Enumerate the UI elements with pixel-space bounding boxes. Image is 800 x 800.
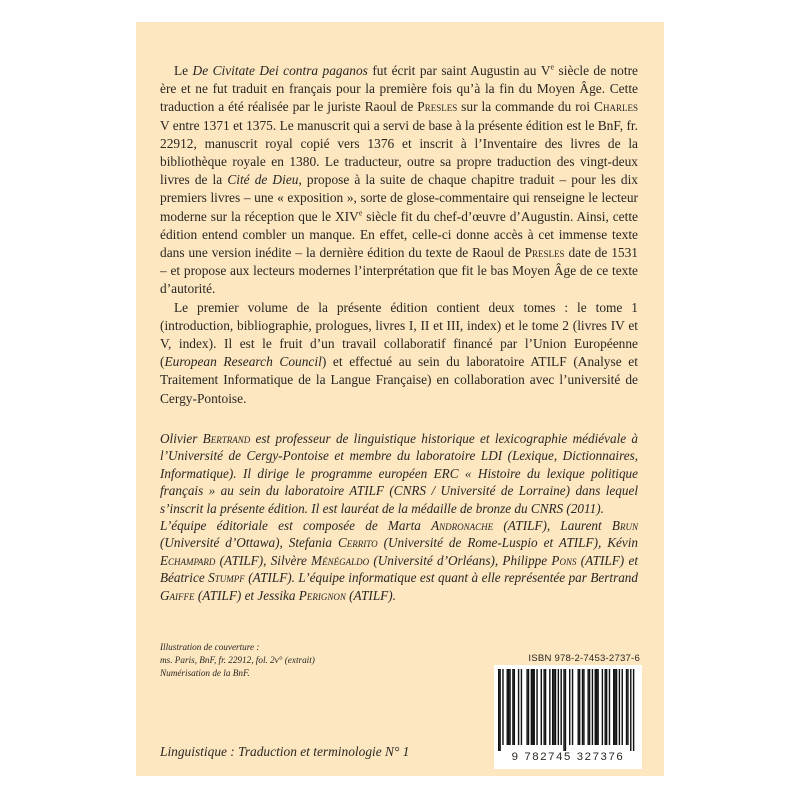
barcode-bar	[605, 669, 606, 745]
barcode-icon	[494, 665, 642, 751]
barcode-bar	[587, 669, 588, 745]
barcode-bar	[592, 669, 593, 745]
barcode-bar	[578, 669, 579, 745]
barcode-bar	[597, 669, 598, 745]
barcode-bar	[552, 669, 553, 745]
cover-illustration-credits	[160, 641, 460, 680]
barcode-bar	[549, 669, 550, 745]
isbn-barcode	[494, 665, 642, 769]
barcode-bar	[541, 669, 542, 745]
barcode-bar	[565, 669, 566, 751]
barcode-bar	[609, 669, 610, 745]
barcode-bar	[630, 669, 631, 751]
barcode-bar	[627, 669, 628, 745]
barcode-bar	[498, 669, 499, 751]
barcode-bar	[512, 669, 513, 745]
barcode-bar	[534, 669, 535, 745]
barcode-bar	[526, 669, 527, 745]
barcode-bar	[514, 669, 515, 745]
credits-line: ms. Paris, BnF, fr. 22912, fol. 2v° (extrait)	[160, 655, 315, 665]
barcode-bar	[555, 669, 556, 745]
barcode-bar	[602, 669, 603, 745]
author-bio	[160, 430, 638, 604]
barcode-bar	[558, 669, 559, 745]
barcode-bar	[589, 669, 590, 745]
series-title: Linguistique : Traduction et terminologie N° 1	[160, 744, 410, 759]
summary-paragraph-1: Le De Civitate Dei contra paganos fut écrit par saint Augustin au Ve siècle de notre ère et ne fut traduit en français pour la première fois qu’à la fin du Moyen Âge. Cette traduction a été réalisée par le juriste Raoul de Presles sur la commande du roi Charles V entre 1371 et 1375. Le manuscrit qui a servi de base à la présente édition est le BnF, fr. 22912, manuscrit royal copié vers 1376 et inscrit à l’Inventaire des livres de la bibliothèque royale en 1380. Le traducteur, outre sa propre traduction des vingt-deux livres de la Cité de Dieu, propose à la suite de chaque chapitre traduit – pour les dix premiers livres – une « exposition », sorte de glose-commentaire qui renseigne le lecteur moderne sur la réception que le XIVe siècle fit du chef-d’œuvre d’Augustin. Ainsi, cette édition entend combler un manque. En effet, celle-ci donne accès à cet immense texte dans une version inédite – la dernière édition du texte de Raoul de Presles date de 1531 – et propose aux lecteurs modernes l’interprétation que fit le bas Moyen Âge de ce texte d’autorité.	[160, 62, 639, 297]
bio-paragraph-2: L’équipe éditoriale est composée de Marta Andronache (ATILF), Laurent Brun (Université d’Ottawa), Stefania Cerrito (Université de Rome-Luspio et ATILF), Kévin Echampard (ATILF), Silvère Ménégaldo (Université d’Orléans), Philippe Pons (ATILF) et Béatrice Stumpf (ATILF). L’équipe informatique est quant à elle représentée par Bertrand Gaiffe (ATILF) et Jessika Perignon (ATILF).	[160, 518, 638, 603]
barcode-bar	[569, 669, 570, 745]
barcode-bar	[614, 669, 615, 745]
barcode-bar	[536, 669, 537, 745]
back-cover	[136, 22, 664, 776]
barcode-bar	[613, 669, 614, 745]
barcode-bar	[507, 669, 508, 745]
barcode-bar	[583, 669, 584, 745]
barcode-bar	[528, 669, 529, 745]
barcode-bar	[560, 669, 561, 745]
barcode-bar	[499, 669, 500, 751]
barcode-number: 9 782745 327376	[511, 751, 625, 763]
book-summary	[160, 62, 638, 408]
barcode-bar	[596, 669, 597, 745]
summary-paragraph-2: Le premier volume de la présente édition contient deux tomes : le tome 1 (introduction, bibliographie, prologues, livres I, II et III, index) et le tome 2 (livres IV et V, index). Il est le fruit d’un travail collaboratif financé par l’Union Européenne (European Research Council) et effectué au sein du laboratoire ATILF (Analyse et Traitement Informatique de la Langue Française) en collaboration avec l’université de Cergy-Pontoise.	[160, 299, 638, 406]
barcode-bar	[572, 669, 573, 745]
barcode-bar	[531, 669, 532, 745]
isbn-label: ISBN 978-2-7453-2737-6	[528, 653, 640, 664]
barcode-bar	[532, 669, 533, 745]
credits-line: Numérisation de la BnF.	[160, 668, 250, 678]
barcode-bar	[509, 669, 510, 745]
barcode-bar	[579, 669, 580, 745]
barcode-bar	[543, 669, 544, 745]
credits-line: Illustration de couverture :	[160, 642, 260, 652]
barcode-bar	[633, 669, 634, 751]
barcode-bar	[622, 669, 623, 745]
barcode-bar	[626, 669, 627, 745]
barcode-bar	[518, 669, 519, 745]
barcode-bar	[508, 669, 509, 745]
barcode-bar	[606, 669, 607, 745]
barcode-bar	[563, 669, 564, 751]
bio-paragraph-1: Olivier Bertrand est professeur de linguistique historique et lexicographie médiévale à l’Université de Cergy-Pontoise et membre du laboratoire LDI (Lexique, Dictionnaires, Informatique). Il dirige le programme européen ERC « Histoire du lexique politique français » au sein du laboratoire ATILF (CNRS / Université de Lorraine) dans lequel s’inscrit la présente édition. Il est lauréat de la médaille de bronze du CNRS (2011).	[160, 431, 638, 516]
barcode-bar	[619, 669, 620, 745]
barcode-bar	[521, 669, 522, 745]
barcode-bar	[616, 669, 617, 745]
barcode-bar	[553, 669, 554, 745]
barcode-bar	[545, 669, 546, 745]
barcode-bar	[595, 669, 596, 745]
barcode-bar	[582, 669, 583, 745]
barcode-bar	[502, 669, 503, 745]
